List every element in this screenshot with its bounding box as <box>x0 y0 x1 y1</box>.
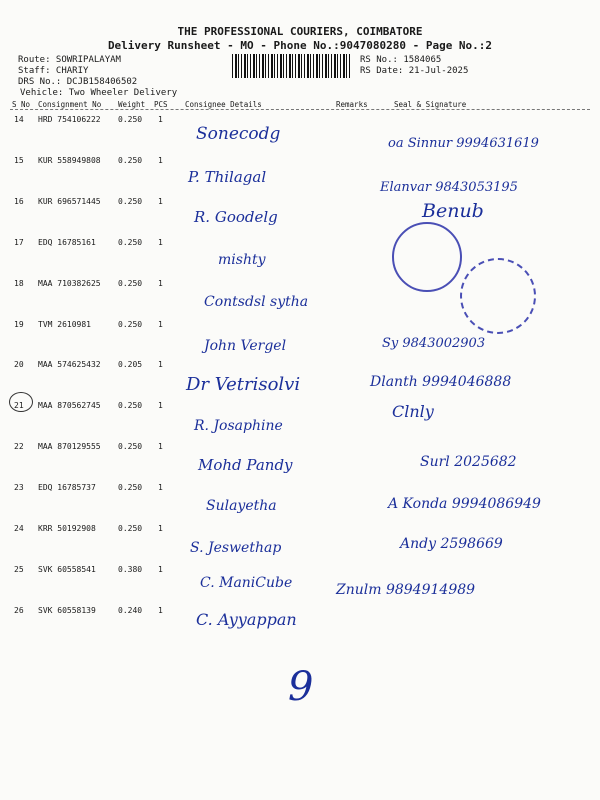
handwritten-signature: Znulm 9894914989 <box>336 582 476 598</box>
cell-consignment: TVM 2610981 <box>38 320 91 329</box>
col-remarks: Remarks <box>336 100 368 109</box>
cell-sno: 19 <box>14 320 24 329</box>
cell-pcs: 1 <box>158 442 163 451</box>
handwritten-signature: Andy 2598669 <box>400 536 503 552</box>
cell-pcs: 1 <box>158 320 163 329</box>
handwritten-name: S. Jeswethap <box>190 540 282 556</box>
handwritten-name: C. Ayyappan <box>196 610 297 629</box>
col-seal: Seal & Signature <box>394 100 467 109</box>
handwritten-signature: A Konda 9994086949 <box>388 496 541 512</box>
cell-sno: 21 <box>14 401 24 410</box>
cell-weight: 0.380 <box>118 565 143 574</box>
handwritten-name: Sulayetha <box>206 498 277 514</box>
cell-consignment: MAA 574625432 <box>38 360 101 369</box>
handwritten-name: mishty <box>218 252 266 268</box>
cell-weight: 0.250 <box>118 442 143 451</box>
handwritten-signature: Clnly <box>392 402 434 421</box>
cell-pcs: 1 <box>158 606 163 615</box>
handwritten-signature: Elanvar 9843053195 <box>380 180 518 195</box>
cell-consignment: EDQ 16785161 <box>38 238 96 247</box>
cell-consignment: MAA 870129555 <box>38 442 101 451</box>
handwritten-signature: Benub <box>422 200 484 222</box>
barcode <box>232 54 352 78</box>
cell-sno: 25 <box>14 565 24 574</box>
cell-consignment: MAA 870562745 <box>38 401 101 410</box>
handwritten-name: R. Goodelg <box>194 208 278 226</box>
cell-weight: 0.205 <box>118 360 143 369</box>
handwritten-name: Dr Vetrisolvi <box>186 374 301 395</box>
handwritten-name: C. ManiCube <box>200 575 293 591</box>
cell-weight: 0.250 <box>118 483 143 492</box>
cell-weight: 0.250 <box>118 524 143 533</box>
cell-sno: 26 <box>14 606 24 615</box>
cell-pcs: 1 <box>158 238 163 247</box>
cell-consignment: SVK 60558541 <box>38 565 96 574</box>
cell-weight: 0.250 <box>118 401 143 410</box>
cell-sno: 23 <box>14 483 24 492</box>
cell-sno: 15 <box>14 156 24 165</box>
cell-weight: 0.250 <box>118 320 143 329</box>
handwritten-name: P. Thilagal <box>188 168 267 186</box>
handwritten-signature: Sy 9843002903 <box>382 336 486 351</box>
handwritten-name: R. Josaphine <box>194 418 283 434</box>
cell-weight: 0.240 <box>118 606 143 615</box>
cell-pcs: 1 <box>158 524 163 533</box>
cell-pcs: 1 <box>158 115 163 124</box>
rs-number: RS No.: 1584065 <box>360 55 442 65</box>
handwritten-name: Mohd Pandy <box>198 456 293 474</box>
cell-consignment: HRD 754106222 <box>38 115 101 124</box>
drs-number: DRS No.: DCJB158406502 <box>18 77 138 87</box>
cell-consignment: KUR 696571445 <box>38 197 101 206</box>
cell-pcs: 1 <box>158 483 163 492</box>
cell-consignment: EDQ 16785737 <box>38 483 96 492</box>
row-circle-mark <box>9 392 33 412</box>
handwritten-signature: Dlanth 9994046888 <box>370 374 512 390</box>
cell-consignment: KRR 50192908 <box>38 524 96 533</box>
handwritten-name: John Vergel <box>204 338 287 354</box>
route: Route: SOWRIPALAYAM <box>18 55 121 65</box>
handwritten-name: Sonecodg <box>196 124 281 144</box>
col-pcs: PCS <box>154 100 168 109</box>
cell-pcs: 1 <box>158 197 163 206</box>
cell-sno: 24 <box>14 524 24 533</box>
cell-pcs: 1 <box>158 565 163 574</box>
rubber-stamp <box>460 258 536 334</box>
col-consignment: Consignment No <box>38 100 102 109</box>
vehicle: Vehicle: Two Wheeler Delivery <box>20 88 178 98</box>
runsheet-subtitle: Delivery Runsheet - MO - Phone No.:9047080280 - Page No.:2 <box>107 39 493 52</box>
header-divider <box>10 109 590 110</box>
cell-pcs: 1 <box>158 401 163 410</box>
cell-consignment: MAA 710382625 <box>38 279 101 288</box>
cell-pcs: 1 <box>158 279 163 288</box>
cell-weight: 0.250 <box>118 156 143 165</box>
staff: Staff: CHARIY <box>18 66 89 76</box>
handwritten-name: Contsdsl sytha <box>204 294 309 310</box>
company-title: THE PROFESSIONAL COURIERS, COIMBATORE <box>177 25 423 38</box>
cell-sno: 16 <box>14 197 24 206</box>
handwritten-signature: oa Sinnur 9994631619 <box>388 136 539 151</box>
cell-weight: 0.250 <box>118 197 143 206</box>
cell-pcs: 1 <box>158 156 163 165</box>
cell-sno: 18 <box>14 279 24 288</box>
cell-sno: 20 <box>14 360 24 369</box>
cell-weight: 0.250 <box>118 115 143 124</box>
cell-weight: 0.250 <box>118 279 143 288</box>
col-weight: Weight <box>118 100 146 109</box>
col-sno: S No <box>12 100 31 109</box>
col-consignee: Consignee Details <box>185 100 262 109</box>
cell-sno: 22 <box>14 442 24 451</box>
rs-date: RS Date: 21-Jul-2025 <box>360 66 469 76</box>
cell-consignment: KUR 558949808 <box>38 156 101 165</box>
cell-sno: 14 <box>14 115 24 124</box>
handwritten-signature: Surl 2025682 <box>420 454 517 470</box>
cell-pcs: 1 <box>158 360 163 369</box>
cell-sno: 17 <box>14 238 24 247</box>
cell-consignment: SVK 60558139 <box>38 606 96 615</box>
page-mark: 9 <box>288 664 314 710</box>
cell-weight: 0.250 <box>118 238 143 247</box>
rubber-stamp <box>392 222 462 292</box>
